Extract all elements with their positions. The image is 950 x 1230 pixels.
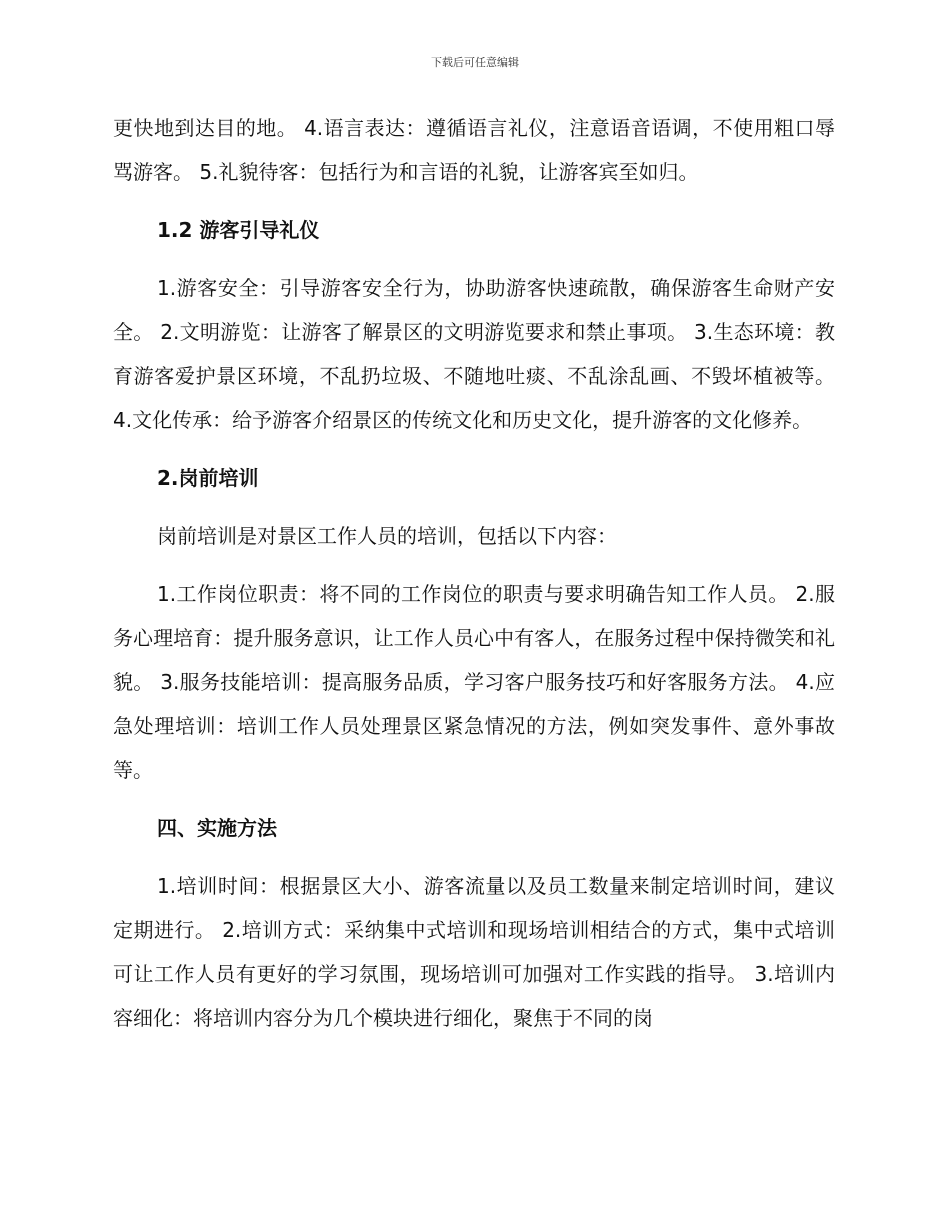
paragraph-training-intro: 岗前培训是对景区工作人员的培训，包括以下内容：: [157, 524, 617, 548]
document-body: [113, 106, 835, 1040]
section-heading-pre-job-training: 2.岗前培训: [157, 466, 259, 490]
page-header: 下载后可任意编辑: [431, 56, 519, 69]
section-heading-visitor-guidance: 1.2 游客引导礼仪: [157, 218, 320, 242]
paragraph-continuation: 更快地到达目的地。 4.语言表达：遵循语言礼仪，注意语音语调，不使用粗口辱骂游客。 5.礼貌待客：包括行为和言语的礼貌，让游客宾至如归。: [113, 116, 835, 184]
paragraph-visitor-guidance: 1.游客安全：引导游客安全行为，协助游客快速疏散，确保游客生命财产安全。 2.文明游览：让游客了解景区的文明游览要求和禁止事项。 3.生态环境：教育游客爱护景区环境，不乱扔垃圾、不随地吐痰、不乱涂乱画、不毁坏植被等。 4.文化传承：给予游客介绍景区的传统文化和历史文化，提升游客的文化修养。: [113, 276, 835, 432]
section-heading-implementation: 四、实施方法: [157, 816, 277, 840]
paragraph-training-items: 1.工作岗位职责：将不同的工作岗位的职责与要求明确告知工作人员。 2.服务心理培育：提升服务意识，让工作人员心中有客人，在服务过程中保持微笑和礼貌。 3.服务技能培训：提高服务品质，学习客户服务技巧和好客服务方法。 4.应急处理培训：培训工作人员处理景区紧急情况的方法，例如突发事件、意外事故等。: [113, 582, 835, 782]
paragraph-implementation: 1.培训时间：根据景区大小、游客流量以及员工数量来制定培训时间，建议定期进行。 2.培训方式：采纳集中式培训和现场培训相结合的方式，集中式培训可让工作人员有更好的学习氛围，现场培训可加强对工作实践的指导。 3.培训内容细化：将培训内容分为几个模块进行细化，聚焦于不同的岗: [113, 874, 835, 1030]
